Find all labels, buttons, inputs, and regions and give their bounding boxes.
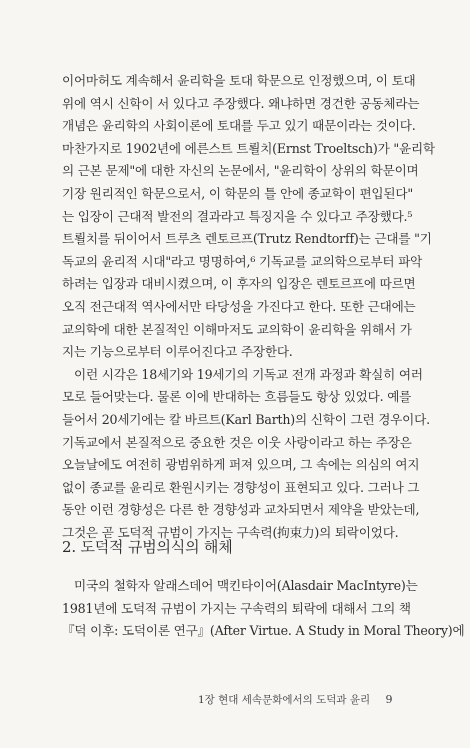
text-line: 그것은 곧 도덕적 규범이 가지는 구속력(拘束力)의 퇴락이었다. [62,524,399,540]
text-line: 없이 종교를 윤리로 환원시키는 경향성이 표현되고 있다. 그러나 그 [62,479,420,495]
page-number: 9 [385,693,393,706]
section-body-text [62,575,465,643]
text-line: 『덕 이후: 도덕이론 연구』(After Virtue. A Study in Moral Theory)에 [62,623,465,639]
text-line: 이어마허도 계속해서 윤리학을 토대 학문으로 인정했으며, 이 토대 [62,73,416,88]
text-line: 미국의 철학자 알래스데어 맥킨타이어(Alasdair MacIntyre)는 [74,578,418,593]
text-line: 교의학에 대한 본질적인 이해마저도 교의학이 윤리학을 위해서 가 [62,321,412,337]
text-line: 지는 기능으로부터 이루어진다고 주장한다. [62,344,293,360]
running-title: 1장 현대 세속문화에서의 도덕과 윤리 [198,694,371,706]
text-line: 1981년에 도덕적 규범이 가지는 구속력의 퇴락에 대해서 그의 책 [62,600,411,616]
text-line: 개념은 윤리학의 사회이론에 토대를 두고 있기 때문이라는 것이다. [62,118,416,134]
section-heading: 2. 도덕적 규범의식의 해체 [62,538,233,556]
text-line: 하려는 입장과 대비시켰으며, 이 후자의 입장은 렌토르프에 따르면 [62,276,416,292]
text-line: 는 입장이 근대적 발전의 결과라고 특징지을 수 있다고 주장했다.⁵ [62,208,413,224]
text-line: 의 근본 문제"에 대한 자신의 논문에서, "윤리학이 상위의 학문이며 [62,163,419,179]
text-line: 오늘날에도 여전히 광범위하게 퍼져 있으며, 그 속에는 의심의 여지 [62,457,420,473]
text-line: 동안 이런 경향성은 다른 한 경향성과 교차되면서 제약을 받았는데, [62,502,420,518]
text-line: 기독교에서 본질적으로 중요한 것은 이웃 사랑이라고 하는 주장은 [62,434,412,450]
text-line: 모로 들어맞는다. 물론 이에 반대하는 흐름들도 항상 있었다. 예를 [62,389,412,405]
text-line: 들어서 20세기에는 칼 바르트(Karl Barth)의 신학이 그런 경우이다. [62,411,430,427]
text-line: 위에 역시 신학이 서 있다고 주장했다. 왜냐하면 경건한 공동체라는 [62,95,420,111]
text-line: 독교의 윤리적 시대"라고 명명하여,⁶ 기독교를 교의학으로부터 파악 [62,253,423,269]
body-text [62,70,435,544]
text-line: 이런 시각은 18세기와 19세기의 기독교 전개 과정과 확실히 여러 [74,366,423,382]
text-line: 오직 전근대적 역사에서만 타당성을 가진다고 한다. 또한 근대에는 [62,298,416,314]
page-footer [198,693,393,707]
text-line: 마찬가지로 1902년에 에른스트 트뢸치(Ernst Troeltsch)가 "윤리학 [62,140,435,156]
text-line: 트뢸치를 뒤이어서 트루츠 렌토르프(Trutz Rendtorff)는 근대를 "기 [62,231,432,247]
text-line: 기장 원리적인 학문으로서, 이 학문의 틀 안에 종교학이 편입된다" [62,185,413,201]
